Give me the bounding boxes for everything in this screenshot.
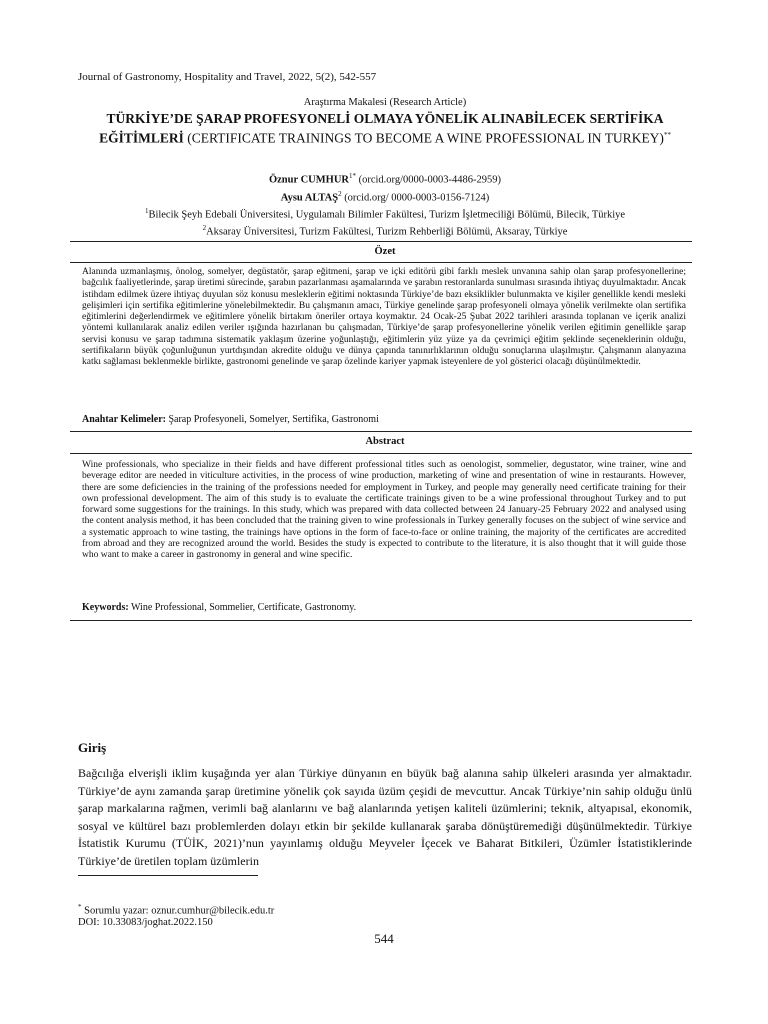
title-turkish: TÜRKİYE’DE ŞARAP PROFESYONELİ OLMAYA YÖNELİK ALINABİLECEK SERTİFİKA EĞİTİMLERİ — [99, 111, 664, 146]
affiliation-2 — [78, 224, 692, 238]
author-sup: 2 — [338, 190, 342, 198]
article-title — [78, 111, 692, 147]
divider — [70, 453, 692, 454]
intro-text: Bağcılığa elverişli iklim kuşağında yer alan Türkiye dünyanın en büyük bağ alanına sahip ülkeleri arasında yer almaktadır. Türkiye’de aynı zamanda şarap üretimine yönelik çok sayıda üzüm çeşidi de mevcuttur. Ancak Türkiye’nin sahip olduğu ünlü şarap markalarına rağmen, verimli bağ alanlarını ve bağ alanlarında yetişen kaliteli üzümlerini; teknik, altyapısal, ekonomik, sosyal ve kültürel bazı problemlerden dolayı etkin bir şekilde kullanarak şaraba dönüştüremediği düşünülmektedir. Türkiye İstatistik Kurumu (TÜİK, 2021)’nun yayınlamış olduğu Meyveler İçecek ve Baharat Bitkileri, Üzümler İstatistiklerinde Türkiye’de üretilen toplam üzümlerin — [78, 766, 692, 868]
footnote — [78, 903, 274, 917]
affiliation-text: Aksaray Üniversitesi, Turizm Fakültesi, Turizm Rehberliği Bölümü, Aksaray, Türkiye — [206, 226, 568, 238]
affiliation-text: Bilecik Şeyh Edebali Üniversitesi, Uygulamalı Bilimler Fakültesi, Turizm İşletmeciliği Bölümü, Bilecik, Türkiye — [148, 209, 626, 221]
intro-heading: Giriş — [78, 740, 107, 755]
ozet-text: Alanında uzmanlaşmış, önolog, somelyer, degüstatör, şarap eğitmeni, şarap ve içki editörü gibi farklı meslek unvanına sahip olan şarap profesyonellerine; bağcılık faaliyetlerinde, şarap üretimi sürecinde, şarabın pazarlanması aşamalarında ve şarabın restoranlarda sunulması sırasında ihtiyaç duyulmaktadır. Ancak istihdam edilmek üzere ihtiyaç duyulan söz konusu mesleklerin eğitimi noktasında Türkiye’de bazı eksiklikler bulunmakta ve kişiler genellikle kendi mesleki gelişimleri için sertifika eğitimlerine yönelebilmektedir. Bu çalışmanın amacı, Türkiye genelinde şarap profesyoneli olmaya yönelik verilmekte olan sertifika eğitimlerini değerlendirmek ve eğitimlere yönelik birtakım öneriler ortaya koymaktır. 24 Ocak-25 Şubat 2022 tarihleri arasında toplanan ve içerik analizi yöntemi kullanılarak analiz edilen veriler ışığında hazırlanan bu çalışmadan, Türkiye’de şarap profesyonellerine yönelik verilen eğitimin genellikle şarap servisi konusu ve şarap tadımına sistematik yaklaşım üzerine yoğunlaştığı, eğitimlerin yüz yüze ya da çevrimiçi eğitim şeklinde seçeneklerinin olduğu, sertifikaların büyük çoğunluğunun yurtdışından akredite olduğu ve dünya çapında tanınırlıklarının olduğu sonuçlarına ulaşılmıştır. Çalışmanın alanyazına katkı sağlaması beklenmekle birlikte, gastronomi genelinde ve şarap özelinde kariyer yapmak isteyenlere de yol gösterici olacağı düşünülmektedir. — [82, 267, 686, 368]
title-footnote-mark: ** — [663, 131, 671, 139]
author-orcid: (orcid.org/0000-0003-4486-2959) — [358, 174, 502, 186]
affiliation-1 — [78, 207, 692, 221]
divider — [70, 262, 692, 263]
article-type: Araştırma Makalesi (Research Article) — [303, 97, 467, 108]
affiliation-sup: 1 — [144, 207, 149, 215]
divider — [70, 620, 692, 621]
footnote-mark: * — [78, 903, 82, 911]
abstract-text: Wine professionals, who specialize in their fields and have different professional titles such as oenologist, sommelier, degustator, wine trainer, wine and beverage editor are needed in viticulture activities, in the process of wine production, marketing of wine and presentation of wine in restaurants. However, there are some deficiencies in the training of the professions needed for employment in Turkey, and people may generally need certificate training for their own professional development. The aim of this study is to evaluate the certificate trainings given to be a wine professional throughout Turkey and to put forward some suggestions for the trainings. In this study, which was prepared with data collected between 24 January-25 February 2022 and analysed using the content analysis method, it has been concluded that the training given to wine professionals in Turkey generally focuses on the subject of wine service and a systematic approach to wine tasting, the trainings have options in the form of face-to-face or online training, the majority of the certificates are accredited from abroad and they are recognized around the world. Besides the study is expected to contribute to the literature, it is also thought that it will guide those who want to make a career in gastronomy in general and wine specific. — [82, 460, 686, 561]
keywords-text: Şarap Profesyoneli, Somelyer, Sertifika, Gastronomi — [168, 414, 379, 425]
author-1 — [78, 172, 692, 186]
ozet-heading: Özet — [374, 246, 396, 257]
journal-citation: Journal of Gastronomy, Hospitality and Travel, 2022, 5(2), 542-557 — [78, 71, 377, 83]
title-english: (CERTIFICATE TRAININGS TO BECOME A WINE PROFESSIONAL IN TURKEY) — [187, 130, 664, 146]
author-name: Öznur CUMHUR — [268, 174, 349, 186]
author-sup: 1* — [348, 172, 356, 180]
abstract-keywords — [82, 602, 686, 613]
keywords-text: Wine Professional, Sommelier, Certificate, Gastronomy. — [131, 602, 357, 613]
divider — [70, 241, 692, 242]
doi: DOI: 10.33083/joghat.2022.150 — [78, 917, 213, 928]
ozet-keywords — [82, 414, 686, 425]
author-name: Aysu ALTAŞ — [280, 192, 339, 204]
page-number: 544 — [374, 931, 394, 946]
author-2 — [78, 190, 692, 204]
footnote-text: Sorumlu yazar: oznur.cumhur@bilecik.edu.tr — [84, 905, 275, 917]
divider — [70, 431, 692, 432]
keywords-label: Keywords: — [82, 602, 129, 613]
abstract-heading: Abstract — [365, 436, 405, 447]
footnote-divider — [78, 875, 258, 876]
keywords-label: Anahtar Kelimeler: — [82, 414, 166, 425]
author-orcid: (orcid.org/ 0000-0003-0156-7124) — [344, 192, 490, 204]
affiliation-sup: 2 — [202, 224, 207, 232]
